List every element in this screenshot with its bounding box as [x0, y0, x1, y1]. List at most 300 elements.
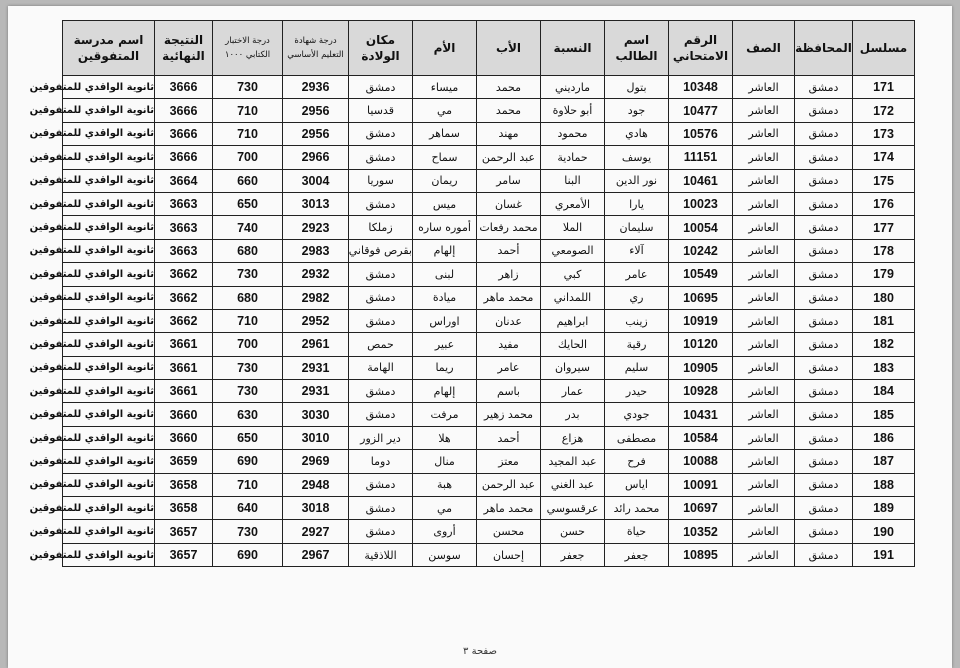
cell-birthplace: قدسيا [349, 99, 413, 122]
cell-grade: العاشر [733, 426, 795, 449]
cell-serial: 177 [853, 216, 915, 239]
cell-final-result: 3661 [155, 380, 213, 403]
header-final-result: النتيجة النهائية [155, 21, 213, 76]
cell-school-name: ثانوية الواقدي للمتفوقين [63, 497, 155, 520]
header-serial: مسلسل [853, 21, 915, 76]
cell-surname: محمود [541, 122, 605, 145]
cell-exam-number: 10348 [669, 76, 733, 99]
cell-governorate: دمشق [795, 333, 853, 356]
cell-final-result: 3666 [155, 122, 213, 145]
cell-student-name: جعفر [605, 543, 669, 566]
cell-basic-score: 2961 [283, 333, 349, 356]
cell-surname: ابراهيم [541, 309, 605, 332]
cell-governorate: دمشق [795, 426, 853, 449]
cell-student-name: جودي [605, 403, 669, 426]
cell-written-score: 710 [213, 309, 283, 332]
cell-basic-score: 2948 [283, 473, 349, 496]
cell-birthplace: دمشق [349, 192, 413, 215]
cell-grade: العاشر [733, 380, 795, 403]
cell-serial: 190 [853, 520, 915, 543]
cell-grade: العاشر [733, 520, 795, 543]
header-student-name: اسم الطالب [605, 21, 669, 76]
header-father: الأب [477, 21, 541, 76]
cell-governorate: دمشق [795, 286, 853, 309]
cell-father: محمد زهير [477, 403, 541, 426]
header-basic-certificate-score: درجة شهادة التعليم الأساسي [283, 21, 349, 76]
cell-governorate: دمشق [795, 497, 853, 520]
cell-school-name: ثانوية الواقدي للمتفوقين [63, 286, 155, 309]
cell-final-result: 3658 [155, 497, 213, 520]
cell-basic-score: 3030 [283, 403, 349, 426]
cell-school-name: ثانوية الواقدي للمتفوقين [63, 76, 155, 99]
cell-grade: العاشر [733, 473, 795, 496]
cell-mother: إلهام [413, 239, 477, 262]
cell-exam-number: 10088 [669, 450, 733, 473]
table-row [63, 333, 915, 356]
cell-mother: اوراس [413, 309, 477, 332]
cell-surname: الحايك [541, 333, 605, 356]
table-row [63, 473, 915, 496]
cell-written-score: 680 [213, 239, 283, 262]
table-row [63, 520, 915, 543]
cell-basic-score: 2931 [283, 356, 349, 379]
cell-father: إحسان [477, 543, 541, 566]
cell-birthplace: دمشق [349, 403, 413, 426]
cell-basic-score: 3004 [283, 169, 349, 192]
cell-written-score: 640 [213, 497, 283, 520]
cell-school-name: ثانوية الواقدي للمتفوقين [63, 520, 155, 543]
cell-student-name: حيدر [605, 380, 669, 403]
cell-father: مفيد [477, 333, 541, 356]
cell-governorate: دمشق [795, 99, 853, 122]
cell-father: غسان [477, 192, 541, 215]
cell-surname: الملا [541, 216, 605, 239]
cell-final-result: 3657 [155, 520, 213, 543]
table-row [63, 403, 915, 426]
cell-final-result: 3666 [155, 76, 213, 99]
cell-basic-score: 2966 [283, 146, 349, 169]
cell-surname: هزاع [541, 426, 605, 449]
cell-birthplace: بقرص فوقاني [349, 239, 413, 262]
results-table-container [29, 20, 914, 567]
cell-student-name: رقية [605, 333, 669, 356]
cell-serial: 182 [853, 333, 915, 356]
cell-final-result: 3662 [155, 309, 213, 332]
cell-written-score: 730 [213, 356, 283, 379]
cell-written-score: 680 [213, 286, 283, 309]
header-mother: الأم [413, 21, 477, 76]
cell-basic-score: 2936 [283, 76, 349, 99]
cell-grade: العاشر [733, 286, 795, 309]
cell-grade: العاشر [733, 403, 795, 426]
cell-final-result: 3663 [155, 239, 213, 262]
cell-father: محمد رفعات [477, 216, 541, 239]
cell-written-score: 710 [213, 122, 283, 145]
cell-mother: أموره ساره [413, 216, 477, 239]
cell-exam-number: 10576 [669, 122, 733, 145]
cell-father: محمد [477, 99, 541, 122]
cell-birthplace: دمشق [349, 309, 413, 332]
cell-governorate: دمشق [795, 403, 853, 426]
cell-student-name: سليمان [605, 216, 669, 239]
cell-governorate: دمشق [795, 309, 853, 332]
cell-written-score: 730 [213, 263, 283, 286]
cell-governorate: دمشق [795, 76, 853, 99]
cell-student-name: نور الدين [605, 169, 669, 192]
cell-grade: العاشر [733, 333, 795, 356]
cell-father: سامر [477, 169, 541, 192]
cell-exam-number: 10023 [669, 192, 733, 215]
cell-student-name: ري [605, 286, 669, 309]
cell-final-result: 3661 [155, 333, 213, 356]
table-row [63, 216, 915, 239]
cell-written-score: 730 [213, 380, 283, 403]
cell-birthplace: سوريا [349, 169, 413, 192]
cell-birthplace: دمشق [349, 473, 413, 496]
table-row [63, 192, 915, 215]
cell-final-result: 3660 [155, 403, 213, 426]
cell-student-name: يارا [605, 192, 669, 215]
cell-final-result: 3657 [155, 543, 213, 566]
cell-written-score: 740 [213, 216, 283, 239]
cell-basic-score: 3010 [283, 426, 349, 449]
cell-final-result: 3661 [155, 356, 213, 379]
header-governorate: المحافظة [795, 21, 853, 76]
header-birthplace: مكان الولادة [349, 21, 413, 76]
cell-school-name: ثانوية الواقدي للمتفوقين [63, 239, 155, 262]
cell-mother: سماح [413, 146, 477, 169]
table-row [63, 309, 915, 332]
cell-serial: 179 [853, 263, 915, 286]
cell-basic-score: 2956 [283, 122, 349, 145]
cell-mother: میساء [413, 76, 477, 99]
cell-father: عدنان [477, 309, 541, 332]
cell-exam-number: 10054 [669, 216, 733, 239]
cell-father: عامر [477, 356, 541, 379]
cell-birthplace: دمشق [349, 76, 413, 99]
cell-school-name: ثانوية الواقدي للمتفوقين [63, 426, 155, 449]
cell-written-score: 690 [213, 543, 283, 566]
cell-student-name: محمد رائد [605, 497, 669, 520]
header-row [63, 21, 915, 76]
cell-school-name: ثانوية الواقدي للمتفوقين [63, 356, 155, 379]
cell-grade: العاشر [733, 309, 795, 332]
cell-grade: العاشر [733, 216, 795, 239]
cell-grade: العاشر [733, 263, 795, 286]
cell-school-name: ثانوية الواقدي للمتفوقين [63, 403, 155, 426]
cell-father: مهند [477, 122, 541, 145]
cell-serial: 174 [853, 146, 915, 169]
cell-school-name: ثانوية الواقدي للمتفوقين [63, 263, 155, 286]
cell-governorate: دمشق [795, 146, 853, 169]
cell-final-result: 3666 [155, 99, 213, 122]
page-number: صفحة ٣ [463, 646, 497, 657]
cell-surname: عرقسوسي [541, 497, 605, 520]
cell-school-name: ثانوية الواقدي للمتفوقين [63, 169, 155, 192]
cell-school-name: ثانوية الواقدي للمتفوقين [63, 122, 155, 145]
table-row [63, 263, 915, 286]
cell-exam-number: 10895 [669, 543, 733, 566]
cell-student-name: جود [605, 99, 669, 122]
cell-father: محمد [477, 76, 541, 99]
cell-written-score: 710 [213, 473, 283, 496]
cell-serial: 185 [853, 403, 915, 426]
cell-governorate: دمشق [795, 169, 853, 192]
cell-father: محمد ماهر [477, 497, 541, 520]
cell-governorate: دمشق [795, 216, 853, 239]
cell-serial: 186 [853, 426, 915, 449]
cell-birthplace: دمشق [349, 380, 413, 403]
cell-grade: العاشر [733, 192, 795, 215]
cell-governorate: دمشق [795, 473, 853, 496]
cell-exam-number: 10431 [669, 403, 733, 426]
cell-serial: 172 [853, 99, 915, 122]
table-row [63, 286, 915, 309]
cell-birthplace: دوما [349, 450, 413, 473]
table-row [63, 239, 915, 262]
table-row [63, 76, 915, 99]
cell-surname: حمادية [541, 146, 605, 169]
cell-exam-number: 10584 [669, 426, 733, 449]
cell-student-name: بتول [605, 76, 669, 99]
cell-exam-number: 10905 [669, 356, 733, 379]
cell-basic-score: 2982 [283, 286, 349, 309]
cell-school-name: ثانوية الواقدي للمتفوقين [63, 333, 155, 356]
cell-basic-score: 2967 [283, 543, 349, 566]
results-table [29, 20, 915, 567]
cell-birthplace: حمص [349, 333, 413, 356]
cell-written-score: 630 [213, 403, 283, 426]
cell-father: محسن [477, 520, 541, 543]
cell-father: أحمد [477, 239, 541, 262]
cell-exam-number: 10695 [669, 286, 733, 309]
cell-mother: إلهام [413, 380, 477, 403]
cell-governorate: دمشق [795, 239, 853, 262]
cell-exam-number: 11151 [669, 146, 733, 169]
cell-surname: عبد الغني [541, 473, 605, 496]
cell-written-score: 710 [213, 99, 283, 122]
header-exam-number: الرقم الامتحاني [669, 21, 733, 76]
cell-governorate: دمشق [795, 543, 853, 566]
cell-mother: ريمان [413, 169, 477, 192]
cell-student-name: هادي [605, 122, 669, 145]
header-surname: النسبة [541, 21, 605, 76]
cell-written-score: 650 [213, 192, 283, 215]
cell-exam-number: 10352 [669, 520, 733, 543]
cell-mother: هلا [413, 426, 477, 449]
cell-father: زاهر [477, 263, 541, 286]
cell-student-name: آلاء [605, 239, 669, 262]
cell-birthplace: دمشق [349, 520, 413, 543]
cell-exam-number: 10242 [669, 239, 733, 262]
cell-serial: 175 [853, 169, 915, 192]
cell-student-name: عامر [605, 263, 669, 286]
cell-final-result: 3662 [155, 286, 213, 309]
cell-final-result: 3663 [155, 192, 213, 215]
cell-written-score: 730 [213, 520, 283, 543]
cell-birthplace: الهامة [349, 356, 413, 379]
table-body [29, 76, 915, 567]
cell-mother: لبنى [413, 263, 477, 286]
cell-written-score: 650 [213, 426, 283, 449]
table-row [63, 426, 915, 449]
cell-school-name: ثانوية الواقدي للمتفوقين [63, 309, 155, 332]
cell-student-name: اياس [605, 473, 669, 496]
table-row [63, 169, 915, 192]
cell-school-name: ثانوية الواقدي للمتفوقين [63, 216, 155, 239]
cell-student-name: سليم [605, 356, 669, 379]
cell-written-score: 700 [213, 333, 283, 356]
cell-basic-score: 2923 [283, 216, 349, 239]
cell-father: محمد ماهر [477, 286, 541, 309]
cell-surname: حسن [541, 520, 605, 543]
table-row [63, 356, 915, 379]
cell-mother: ميس [413, 192, 477, 215]
cell-grade: العاشر [733, 122, 795, 145]
cell-student-name: زينب [605, 309, 669, 332]
table-header [63, 21, 915, 76]
cell-grade: العاشر [733, 76, 795, 99]
table-row [63, 146, 915, 169]
cell-mother: ميادة [413, 286, 477, 309]
cell-student-name: فرح [605, 450, 669, 473]
cell-grade: العاشر [733, 450, 795, 473]
cell-birthplace: دمشق [349, 122, 413, 145]
cell-mother: سوسن [413, 543, 477, 566]
cell-father: معتز [477, 450, 541, 473]
cell-surname: سيروان [541, 356, 605, 379]
cell-written-score: 690 [213, 450, 283, 473]
cell-surname: البنا [541, 169, 605, 192]
cell-final-result: 3663 [155, 216, 213, 239]
table-row [63, 450, 915, 473]
cell-serial: 178 [853, 239, 915, 262]
cell-father: أحمد [477, 426, 541, 449]
cell-surname: بدر [541, 403, 605, 426]
cell-basic-score: 2932 [283, 263, 349, 286]
cell-mother: عبير [413, 333, 477, 356]
cell-final-result: 3666 [155, 146, 213, 169]
cell-father: عبد الرحمن [477, 146, 541, 169]
cell-basic-score: 2931 [283, 380, 349, 403]
cell-student-name: مصطفى [605, 426, 669, 449]
cell-surname: عمار [541, 380, 605, 403]
cell-governorate: دمشق [795, 380, 853, 403]
cell-final-result: 3660 [155, 426, 213, 449]
header-grade: الصف [733, 21, 795, 76]
cell-written-score: 660 [213, 169, 283, 192]
table-row [63, 122, 915, 145]
cell-exam-number: 10477 [669, 99, 733, 122]
cell-final-result: 3662 [155, 263, 213, 286]
cell-basic-score: 2969 [283, 450, 349, 473]
cell-basic-score: 2983 [283, 239, 349, 262]
cell-grade: العاشر [733, 497, 795, 520]
cell-student-name: يوسف [605, 146, 669, 169]
cell-basic-score: 2927 [283, 520, 349, 543]
table-row [63, 380, 915, 403]
cell-serial: 191 [853, 543, 915, 566]
cell-birthplace: دمشق [349, 286, 413, 309]
cell-basic-score: 2956 [283, 99, 349, 122]
cell-serial: 180 [853, 286, 915, 309]
cell-serial: 184 [853, 380, 915, 403]
cell-governorate: دمشق [795, 192, 853, 215]
cell-final-result: 3664 [155, 169, 213, 192]
cell-birthplace: زملكا [349, 216, 413, 239]
cell-school-name: ثانوية الواقدي للمتفوقين [63, 146, 155, 169]
cell-governorate: دمشق [795, 263, 853, 286]
cell-birthplace: دمشق [349, 263, 413, 286]
cell-school-name: ثانوية الواقدي للمتفوقين [63, 450, 155, 473]
cell-governorate: دمشق [795, 356, 853, 379]
cell-school-name: ثانوية الواقدي للمتفوقين [63, 543, 155, 566]
cell-surname: الأمعري [541, 192, 605, 215]
cell-exam-number: 10919 [669, 309, 733, 332]
cell-grade: العاشر [733, 543, 795, 566]
cell-grade: العاشر [733, 146, 795, 169]
cell-student-name: حياة [605, 520, 669, 543]
cell-mother: ريما [413, 356, 477, 379]
cell-exam-number: 10549 [669, 263, 733, 286]
cell-birthplace: دمشق [349, 146, 413, 169]
cell-father: باسم [477, 380, 541, 403]
cell-basic-score: 3018 [283, 497, 349, 520]
cell-birthplace: دير الزور [349, 426, 413, 449]
cell-birthplace: اللاذقية [349, 543, 413, 566]
cell-serial: 189 [853, 497, 915, 520]
cell-birthplace: دمشق [349, 497, 413, 520]
cell-surname: عبد المجيد [541, 450, 605, 473]
cell-mother: سماهر [413, 122, 477, 145]
cell-basic-score: 3013 [283, 192, 349, 215]
cell-surname: جعفر [541, 543, 605, 566]
cell-exam-number: 10461 [669, 169, 733, 192]
table-row [63, 99, 915, 122]
cell-serial: 187 [853, 450, 915, 473]
cell-father: عبد الرحمن [477, 473, 541, 496]
cell-grade: العاشر [733, 169, 795, 192]
cell-basic-score: 2952 [283, 309, 349, 332]
cell-school-name: ثانوية الواقدي للمتفوقين [63, 473, 155, 496]
cell-written-score: 700 [213, 146, 283, 169]
cell-exam-number: 10091 [669, 473, 733, 496]
cell-final-result: 3659 [155, 450, 213, 473]
header-school-name: اسم مدرسة المتفوقين [63, 21, 155, 76]
cell-surname: كبي [541, 263, 605, 286]
cell-exam-number: 10697 [669, 497, 733, 520]
cell-governorate: دمشق [795, 450, 853, 473]
table-row [63, 497, 915, 520]
cell-serial: 181 [853, 309, 915, 332]
cell-school-name: ثانوية الواقدي للمتفوقين [63, 99, 155, 122]
cell-final-result: 3658 [155, 473, 213, 496]
cell-governorate: دمشق [795, 122, 853, 145]
cell-governorate: دمشق [795, 520, 853, 543]
cell-serial: 171 [853, 76, 915, 99]
cell-serial: 173 [853, 122, 915, 145]
table-row [63, 543, 915, 566]
cell-school-name: ثانوية الواقدي للمتفوقين [63, 380, 155, 403]
cell-exam-number: 10120 [669, 333, 733, 356]
cell-grade: العاشر [733, 99, 795, 122]
document-page [8, 6, 952, 668]
cell-surname: ماردیني [541, 76, 605, 99]
cell-mother: أروى [413, 520, 477, 543]
cell-surname: أبو حلاوة [541, 99, 605, 122]
cell-mother: منال [413, 450, 477, 473]
cell-surname: الصومعي [541, 239, 605, 262]
